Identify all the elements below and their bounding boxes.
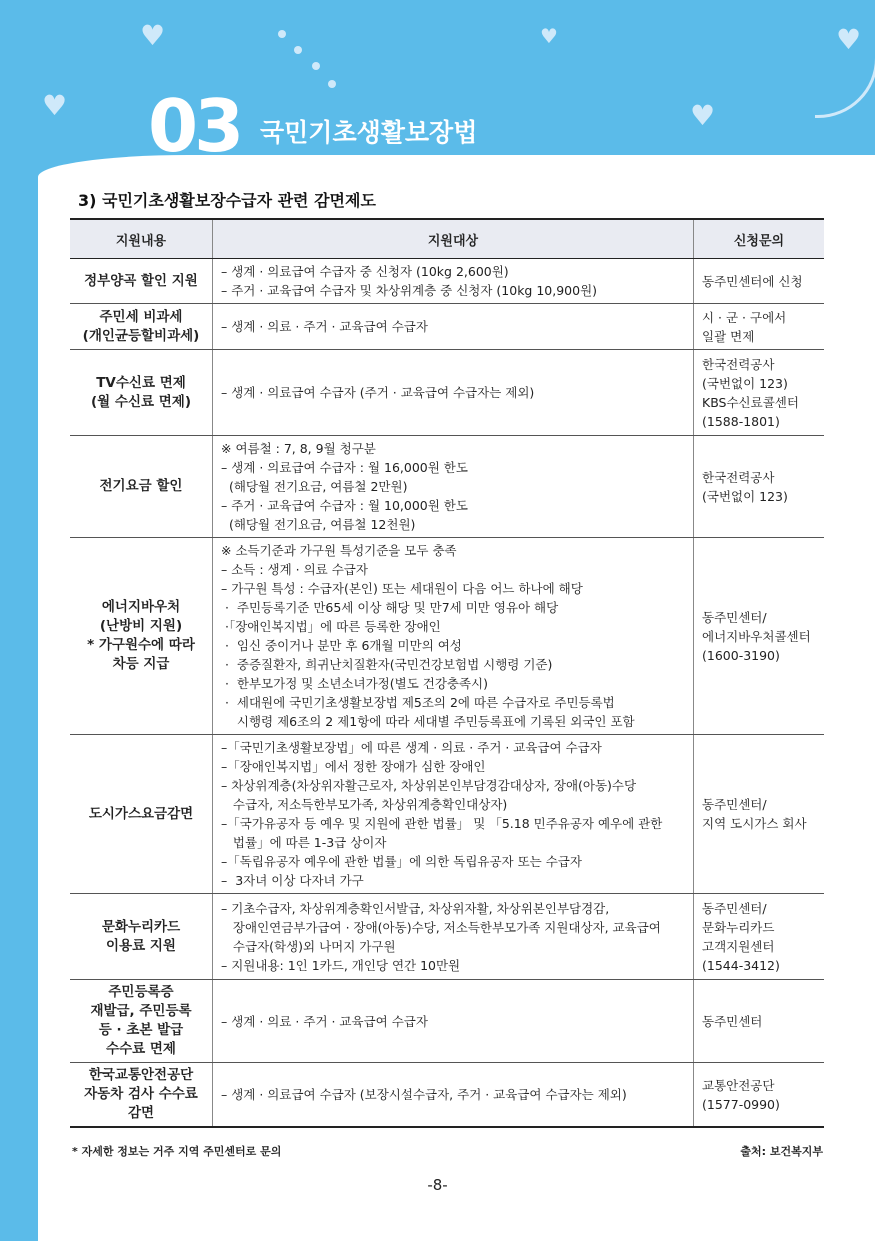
cell-line: 감면 [127, 1105, 155, 1121]
cell-line: – 주거 · 교육급여 수급자 및 차상위계층 중 신청자 (10kg 10,900원) [221, 283, 598, 298]
cell-line: – 생계 · 의료급여 수급자 (주거 · 교육급여 수급자는 제외) [221, 385, 535, 400]
cell-line: 재발급, 주민등록 [90, 1003, 192, 1019]
support-cell [70, 735, 213, 894]
table-row [70, 735, 824, 894]
cell-line: –「국민기초생활보장법」에 따른 생계 · 의료 · 주거 · 교육급여 수급자 [221, 740, 602, 755]
heart-icon: ♥ [140, 19, 166, 52]
cell-line: 등 · 초본 발급 [98, 1022, 184, 1038]
cell-line: – 생계 · 의료급여 수급자 중 신청자 (10kg 2,600원) [221, 264, 509, 279]
table-row [70, 894, 824, 980]
dot-decoration [278, 30, 286, 38]
header-contact: 신청문의 [694, 219, 825, 259]
arc-decoration [815, 55, 875, 118]
cell-line: 장애인연금부가급여 · 장애(아동)수당, 저소득한부모가족 지원대상자, 교육급여 [221, 919, 661, 935]
cell-line: – 생계 · 의료급여 수급자 (보장시설수급자, 주거 · 교육급여 수급자는 제외) [221, 1087, 627, 1102]
cell-line: ·「장애인복지법」에 따른 등록한 장애인 [221, 619, 441, 634]
cell-line: – 차상위계층(차상위자활근로자, 차상위본인부담경감대상자, 장애(아동)수당 [221, 778, 637, 793]
header-target: 지원대상 [213, 219, 694, 259]
cell-line: ※ 여름철 : 7, 8, 9월 청구분 [221, 441, 376, 456]
cell-line: – 가구원 특성 : 수급자(본인) 또는 세대원이 다음 어느 하나에 해당 [221, 581, 583, 596]
cell-line: (1588-1801) [702, 413, 780, 429]
table-row [70, 980, 824, 1063]
cell-line: 시 · 군 · 구에서 [702, 309, 787, 325]
table-header-row [70, 219, 824, 259]
cell-line: · 주민등록기준 만65세 이상 해당 및 만7세 미만 영유아 해당 [221, 600, 559, 615]
cell-line: 지역 도시가스 회사 [702, 816, 807, 831]
cell-line: (개인균등할비과세) [82, 327, 200, 344]
cell-line: * 가구원수에 따라 [87, 637, 195, 653]
cell-line: 수급자, 저소득한부모가족, 차상위계층확인대상자) [221, 797, 508, 812]
cell-line: (1577-0990) [702, 1096, 780, 1112]
target-cell [213, 894, 694, 980]
cell-line: 동주민센터/ [702, 900, 767, 916]
cell-line: –「장애인복지법」에서 정한 장애가 심한 장애인 [221, 759, 486, 774]
source-note: 출처: 보건복지부 [740, 1145, 823, 1158]
cell-line: 이용료 지원 [106, 937, 176, 954]
cell-line: –「국가유공자 등 예우 및 지원에 관한 법률」 및 「5.18 민주유공자 예우에 관한 [221, 816, 663, 831]
cell-line: 한국전력공사 [702, 469, 775, 485]
cell-line: 일괄 면제 [702, 328, 755, 344]
table-row [70, 538, 824, 735]
target-cell [213, 538, 694, 735]
target-cell [213, 1063, 694, 1128]
chapter-title: 국민기초생활보장법 [260, 118, 478, 147]
support-cell [70, 894, 213, 980]
cell-line: 주민등록증 [108, 984, 174, 1000]
cell-line: 자동차 검사 수수료 [84, 1086, 198, 1102]
target-cell [213, 436, 694, 538]
cell-line: 수급자(학생)외 나머지 가구원 [221, 938, 396, 954]
cell-line: 교통안전공단 [702, 1077, 775, 1093]
cell-line: 문화누리카드 [101, 918, 181, 935]
cell-line: – 기초수급자, 차상위계층확인서발급, 차상위자활, 차상위본인부담경감, [221, 900, 610, 916]
cell-line: 문화누리카드 [702, 919, 775, 935]
target-cell [213, 259, 694, 304]
target-cell [213, 350, 694, 436]
contact-cell [694, 735, 825, 894]
support-cell [70, 1063, 213, 1128]
contact-cell [694, 304, 825, 350]
cell-line: 시행령 제6조의 2 제1항에 따라 세대별 주민등록표에 기록된 외국인 포함 [221, 714, 635, 729]
cell-line: 고객지원센터 [702, 938, 775, 954]
cell-line: 동주민센터 [702, 1013, 763, 1029]
support-cell [70, 350, 213, 436]
contact-cell [694, 350, 825, 436]
dot-decoration [294, 46, 302, 54]
cell-line: (국번없이 123) [702, 488, 788, 504]
contact-cell [694, 538, 825, 735]
chapter-number: 03 [148, 90, 241, 155]
header-support: 지원내용 [70, 219, 213, 259]
dot-decoration [328, 80, 336, 88]
cell-line: ※ 소득기준과 가구원 특성기준을 모두 충족 [221, 543, 457, 558]
cell-line: (해당월 전기요금, 여름철 2만원) [221, 479, 408, 494]
cell-line: – 주거 · 교육급여 수급자 : 월 10,000원 한도 [221, 498, 468, 513]
cell-line: · 중증질환자, 희귀난치질환자(국민건강보험법 시행령 기준) [221, 657, 553, 672]
cell-line: (해당월 전기요금, 여름철 12천원) [221, 517, 416, 532]
cell-line: (국번없이 123) [702, 375, 788, 391]
support-cell [70, 980, 213, 1063]
cell-line: – 지원내용: 1인 1카드, 개인당 연간 10만원 [221, 957, 461, 973]
cell-line: –「독립유공자 예우에 관한 법률」에 의한 독립유공자 또는 수급자 [221, 854, 582, 869]
target-cell [213, 735, 694, 894]
cell-line: (난방비 지원) [99, 618, 183, 634]
support-cell [70, 304, 213, 350]
footnote: * 자세한 정보는 거주 지역 주민센터로 문의 [72, 1145, 282, 1158]
cell-line: – 생계 · 의료 · 주거 · 교육급여 수급자 [221, 1013, 428, 1029]
contact-cell [694, 980, 825, 1063]
cell-line: 동주민센터/ [702, 797, 767, 812]
cell-line: 주민세 비과세 [99, 308, 183, 325]
page-number: -8- [427, 1176, 448, 1194]
cell-line: 수수료 면제 [106, 1041, 176, 1057]
dot-decoration [312, 62, 320, 70]
cell-line: (1600-3190) [702, 647, 780, 663]
cell-line: 동주민센터에 신청 [702, 273, 803, 289]
support-cell [70, 259, 213, 304]
cell-line: 도시가스요금감면 [88, 805, 194, 822]
contact-cell [694, 894, 825, 980]
heart-icon: ♥ [690, 99, 716, 132]
cell-line: (1544-3412) [702, 957, 780, 973]
table-row [70, 350, 824, 436]
cell-line: 차등 지급 [112, 656, 170, 672]
cell-line: KBS수신료콜센터 [702, 394, 799, 410]
cell-line: 한국전력공사 [702, 356, 775, 372]
contact-cell [694, 259, 825, 304]
cell-line: TV수신료 면제 [96, 374, 186, 391]
cell-line: · 세대원에 국민기초생활보장법 제5조의 2에 따른 수급자로 주민등록법 [221, 695, 615, 710]
table-row [70, 259, 824, 304]
cell-line: · 임신 중이거나 분만 후 6개월 미만의 여성 [221, 638, 462, 653]
section-title: 3) 국민기초생활보장수급자 관련 감면제도 [78, 191, 376, 210]
support-cell [70, 436, 213, 538]
cell-line: 정부양곡 할인 지원 [84, 272, 198, 289]
cell-line: – 소득 : 생계 · 의료 수급자 [221, 562, 368, 577]
cell-line: 에너지바우처 [101, 599, 181, 615]
support-cell [70, 538, 213, 735]
heart-icon: ♥ [836, 23, 862, 56]
table-row [70, 304, 824, 350]
heart-icon: ♥ [42, 89, 68, 122]
cell-line: (월 수신료 면제) [91, 393, 191, 410]
contact-cell [694, 436, 825, 538]
table-row [70, 436, 824, 538]
cell-line: – 생계 · 의료급여 수급자 : 월 16,000원 한도 [221, 460, 468, 475]
benefit-table [70, 218, 824, 1128]
cell-line: 전기요금 할인 [99, 478, 183, 494]
cell-line: – 생계 · 의료 · 주거 · 교육급여 수급자 [221, 319, 428, 334]
cell-line: 동주민센터/ [702, 609, 767, 625]
cell-line: – 3자녀 이상 다자녀 가구 [221, 873, 364, 888]
heart-icon: ♥ [540, 24, 558, 48]
cell-line: · 한부모가정 및 소년소녀가정(별도 건강충족시) [221, 676, 488, 691]
cell-line: 법률」에 따른 1-3급 상이자 [221, 835, 387, 850]
cell-line: 한국교통안전공단 [88, 1067, 194, 1083]
contact-cell [694, 1063, 825, 1128]
target-cell [213, 980, 694, 1063]
cell-line: 에너지바우처콜센터 [702, 628, 811, 644]
target-cell [213, 304, 694, 350]
table-row [70, 1063, 824, 1128]
